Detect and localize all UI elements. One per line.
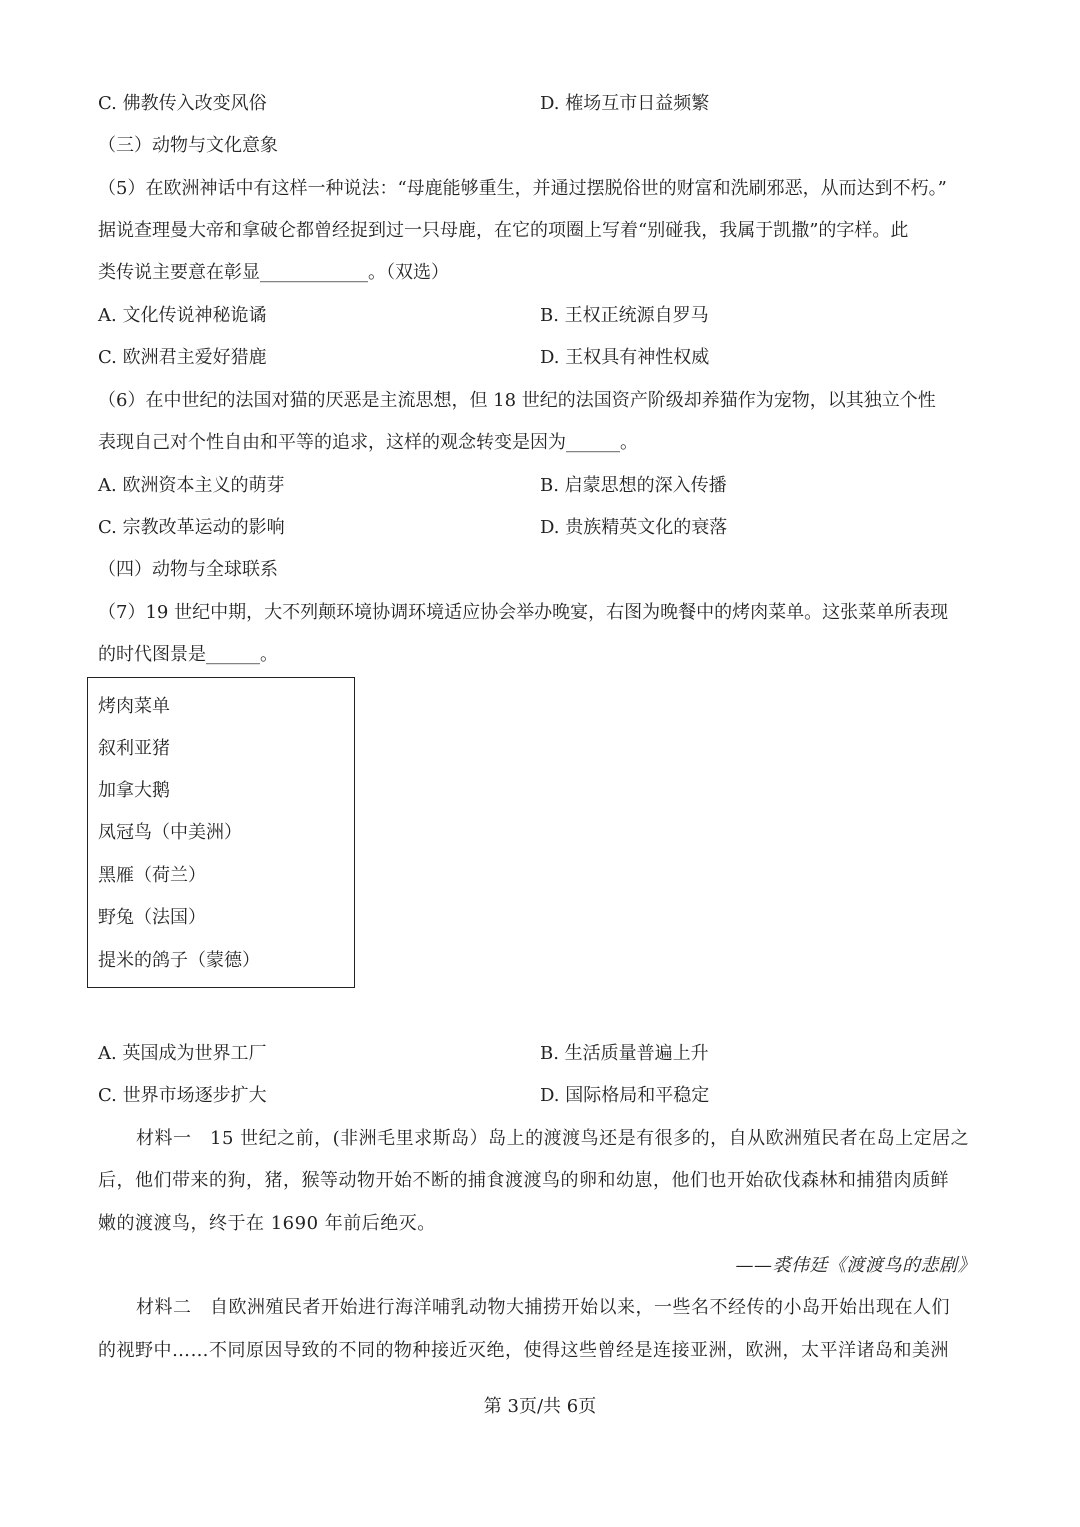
- q7-option-a: A. 英国成为世界工厂: [98, 1043, 267, 1064]
- menu-item: 叙利亚猪: [98, 738, 170, 759]
- q6-option-d: D. 贵族精英文化的衰落: [540, 517, 728, 538]
- material-text-line: 嫩的渡渡鸟，终于在 1690 年前后绝灭。: [98, 1213, 436, 1234]
- menu-item: 提米的鸽子（蒙德）: [98, 950, 260, 971]
- material-source: ——裘伟廷《渡渡鸟的悲剧》: [735, 1255, 976, 1276]
- menu-title: 烤肉菜单: [98, 696, 170, 717]
- page-footer: 第 3页/共 6页: [483, 1396, 597, 1417]
- section-title: （三）动物与文化意象: [98, 135, 278, 156]
- roast-menu-box: [87, 677, 355, 988]
- menu-item: 加拿大鹅: [98, 780, 170, 801]
- material-text-line: 材料一 15 世纪之前，(非洲毛里求斯岛）岛上的渡渡鸟还是有很多的，自从欧洲殖民者在岛上定居之: [136, 1128, 970, 1149]
- q5-option-c: C. 欧洲君主爱好猎鹿: [98, 347, 267, 368]
- question-text-line: 表现自己对个性自由和平等的追求，这样的观念转变是因为______。: [98, 432, 638, 453]
- menu-item: 凤冠鸟（中美洲）: [98, 822, 242, 843]
- q4-option-d: D. 榷场互市日益频繁: [540, 93, 710, 114]
- q6-option-c: C. 宗教改革运动的影响: [98, 517, 285, 538]
- q5-option-b: B. 王权正统源自罗马: [540, 305, 709, 326]
- q6-option-b: B. 启蒙思想的深入传播: [540, 475, 727, 496]
- material-text-line: 的视野中……不同原因导致的不同的物种接近灭绝，使得这些曾经是连接亚洲，欧洲，太平洋诸岛和美洲: [98, 1340, 949, 1361]
- material-text-line: 材料二 自欧洲殖民者开始进行海洋哺乳动物大捕捞开始以来，一些名不经传的小岛开始出现在人们: [136, 1297, 950, 1318]
- section-title: （四）动物与全球联系: [98, 559, 278, 580]
- menu-item: 野兔（法国）: [98, 907, 206, 928]
- question-text-line: 据说查理曼大帝和拿破仑都曾经捉到过一只母鹿，在它的项圈上写着“别碰我，我属于凯撒”的字样。此: [98, 220, 909, 241]
- q6-option-a: A. 欧洲资本主义的萌芽: [98, 475, 285, 496]
- menu-item: 黑雁（荷兰）: [98, 865, 206, 886]
- question-text-line: 的时代图景是______。: [98, 644, 278, 665]
- q7-option-c: C. 世界市场逐步扩大: [98, 1085, 267, 1106]
- question-text-line: 类传说主要意在彰显____________。（双选）: [98, 262, 449, 283]
- q4-option-c: C. 佛教传入改变风俗: [98, 93, 267, 114]
- q5-option-a: A. 文化传说神秘诡谲: [98, 305, 267, 326]
- material-text-line: 后，他们带来的狗，猪，猴等动物开始不断的捕食渡渡鸟的卵和幼崽，他们也开始砍伐森林和捕猎肉质鲜: [98, 1170, 949, 1191]
- q5-option-d: D. 王权具有神性权威: [540, 347, 710, 368]
- question-text-line: （6）在中世纪的法国对猫的厌恶是主流思想，但 18 世纪的法国资产阶级却养猫作为宠物，以其独立个性: [98, 390, 936, 411]
- q7-option-d: D. 国际格局和平稳定: [540, 1085, 710, 1106]
- q7-option-b: B. 生活质量普遍上升: [540, 1043, 709, 1064]
- question-text-line: （5）在欧洲神话中有这样一种说法：“母鹿能够重生，并通过摆脱俗世的财富和洗刷邪恶，从而达到不朽。”: [98, 178, 947, 199]
- question-text-line: （7）19 世纪中期，大不列颠环境协调环境适应协会举办晚宴，右图为晚餐中的烤肉菜单。这张菜单所表现: [98, 602, 949, 623]
